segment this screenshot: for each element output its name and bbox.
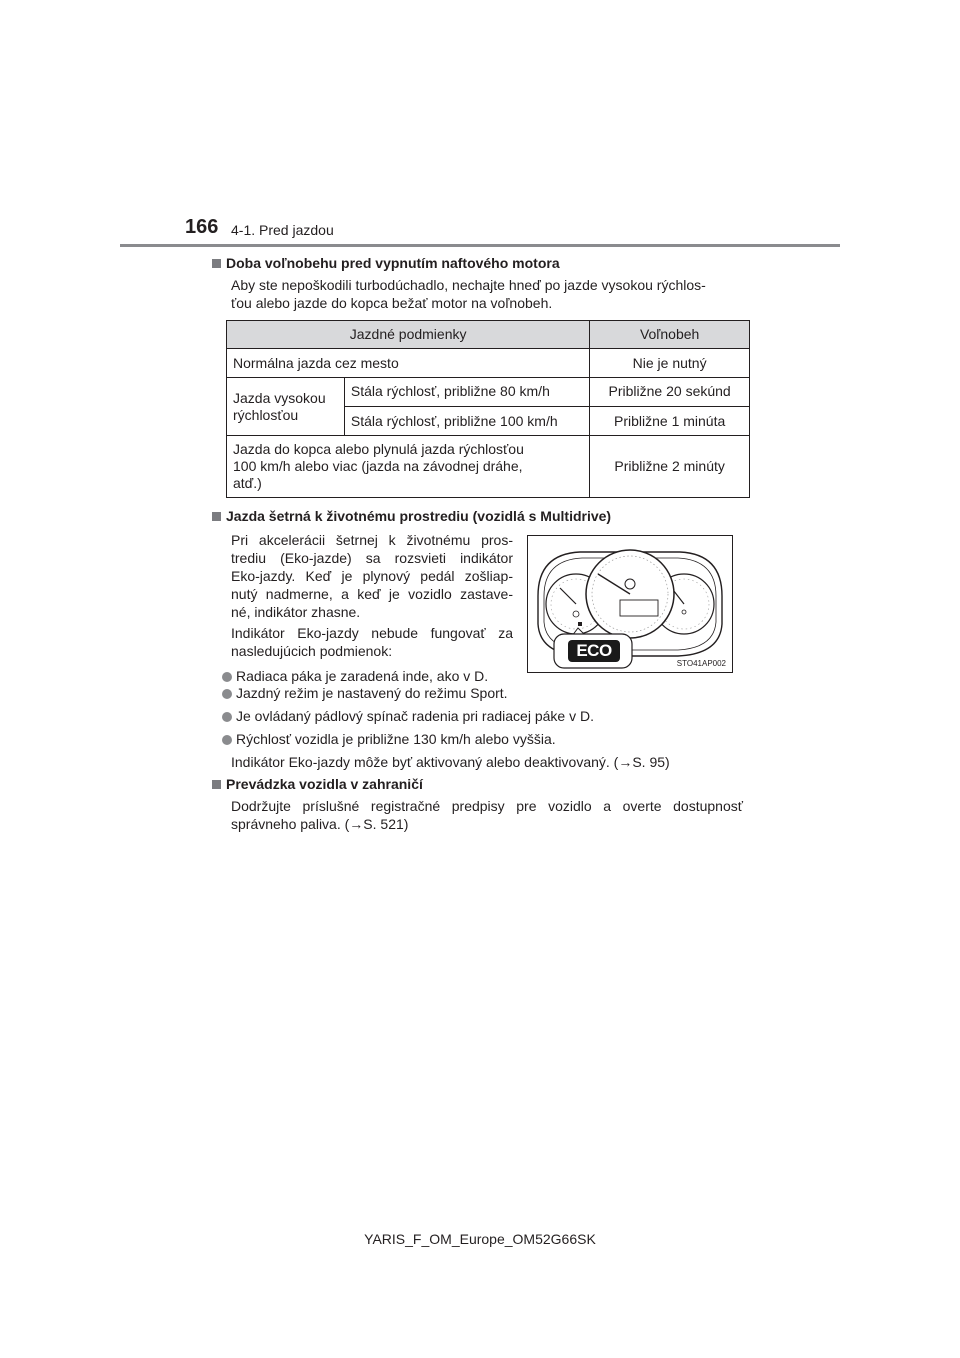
- table-cell: Normálna jazda cez mesto: [227, 349, 590, 378]
- table-cell: Približne 2 minúty: [590, 436, 750, 498]
- eco-text-line: trediu (Eko-jazde) sa rozsvieti indikátor: [231, 550, 513, 566]
- list-item: Jazdný režim je nastavený do režimu Sport.: [222, 684, 508, 702]
- eco-text-line: Eko-jazdy. Keď je plynový pedál zošliap-: [231, 568, 513, 584]
- circle-bullet-icon: [222, 672, 232, 682]
- circle-bullet-icon: [222, 712, 232, 722]
- table-header-row: [227, 321, 750, 349]
- eco-heading-text: Jazda šetrná k životnému prostrediu (vozidlá s Multidrive): [226, 508, 612, 524]
- eco-text-line: nutý nadmerne, a keď je vozidlo zastave-: [231, 586, 513, 602]
- eco-heading: [212, 508, 611, 524]
- list-item: Je ovládaný pádlový spínač radenia pri radiacej páke v D.: [222, 707, 594, 725]
- eco-note: Indikátor Eko-jazdy môže byť aktivovaný alebo deaktivovaný. (→S. 95): [231, 754, 670, 770]
- table-row: [227, 436, 750, 498]
- page-number: 166: [185, 216, 219, 238]
- table-cell: Približne 1 minúta: [590, 407, 750, 436]
- high-speed-label-line: rýchlosťou: [233, 406, 299, 423]
- eco-text-line: nasledujúcich podmienok:: [231, 643, 393, 659]
- table-cell: Stála rýchlosť, približne 100 km/h: [344, 407, 589, 436]
- eco-text-line: Pri akcelerácii šetrnej k životnému pros-: [231, 532, 513, 548]
- circle-bullet-icon: [222, 735, 232, 745]
- footer-doc-code: YARIS_F_OM_Europe_OM52G66SK: [364, 1231, 596, 1247]
- table-row: [227, 378, 750, 407]
- square-bullet-icon: [212, 512, 221, 521]
- idle-heading: [212, 255, 560, 271]
- header-rule: [120, 244, 840, 247]
- abroad-heading: [212, 776, 423, 792]
- list-item: Rýchlosť vozidla je približne 130 km/h alebo vyššia.: [222, 730, 556, 748]
- table-cell: [227, 436, 590, 498]
- table-cell: Stála rýchlosť, približne 80 km/h: [344, 378, 589, 407]
- header-conditions: Jazdné podmienky: [227, 321, 590, 349]
- table-cell-line: atď.): [233, 475, 262, 491]
- square-bullet-icon: [212, 259, 221, 268]
- abroad-text-line: správneho paliva. (→S. 521): [231, 816, 409, 832]
- instrument-cluster-figure: [527, 535, 733, 673]
- high-speed-label-line: Jazda vysokou: [233, 389, 326, 406]
- table-cell-high-speed: [227, 378, 345, 436]
- eco-text-line: né, indikátor zhasne.: [231, 604, 361, 620]
- header-idle: Voľnobeh: [590, 321, 750, 349]
- idle-heading-text: Doba voľnobehu pred vypnutím naftového motora: [226, 255, 560, 271]
- table-cell-line: Jazda do kopca alebo plynulá jazda rýchlosťou: [233, 441, 524, 457]
- eco-text-line: Indikátor Eko-jazdy nebude fungovať za: [231, 625, 513, 641]
- instrument-cluster-illustration: [528, 536, 732, 672]
- table-row: [227, 349, 750, 378]
- idle-paragraph: [231, 276, 743, 312]
- table-cell: Nie je nutný: [590, 349, 750, 378]
- square-bullet-icon: [212, 780, 221, 789]
- abroad-heading-text: Prevádzka vozidla v zahraničí: [226, 776, 423, 792]
- list-item: Radiaca páka je zaradená inde, ako v D.: [222, 667, 488, 685]
- abroad-paragraph: [231, 797, 743, 833]
- table-cell: Približne 20 sekúnd: [590, 378, 750, 407]
- eco-indicator-badge: ECO: [576, 641, 612, 660]
- idle-conditions-table: [226, 320, 750, 498]
- abroad-text-line: Dodržujte príslušné registračné predpisy pre vozidlo a overte dostupnosť: [231, 798, 743, 814]
- idle-text-line: ťou alebo jazde do kopca bežať motor na voľnobeh.: [231, 295, 553, 311]
- eco-paragraph-2: [231, 624, 513, 660]
- circle-bullet-icon: [222, 689, 232, 699]
- section-title: 4-1. Pred jazdou: [231, 222, 334, 238]
- table-cell-line: 100 km/h alebo viac (jazda na závodnej dráhe,: [233, 458, 523, 474]
- figure-code: STO41AP002: [676, 659, 726, 668]
- idle-text-line: Aby ste nepoškodili turbodúchadlo, nechajte hneď po jazde vysokou rýchlos-: [231, 277, 706, 293]
- eco-paragraph-1: [231, 531, 513, 621]
